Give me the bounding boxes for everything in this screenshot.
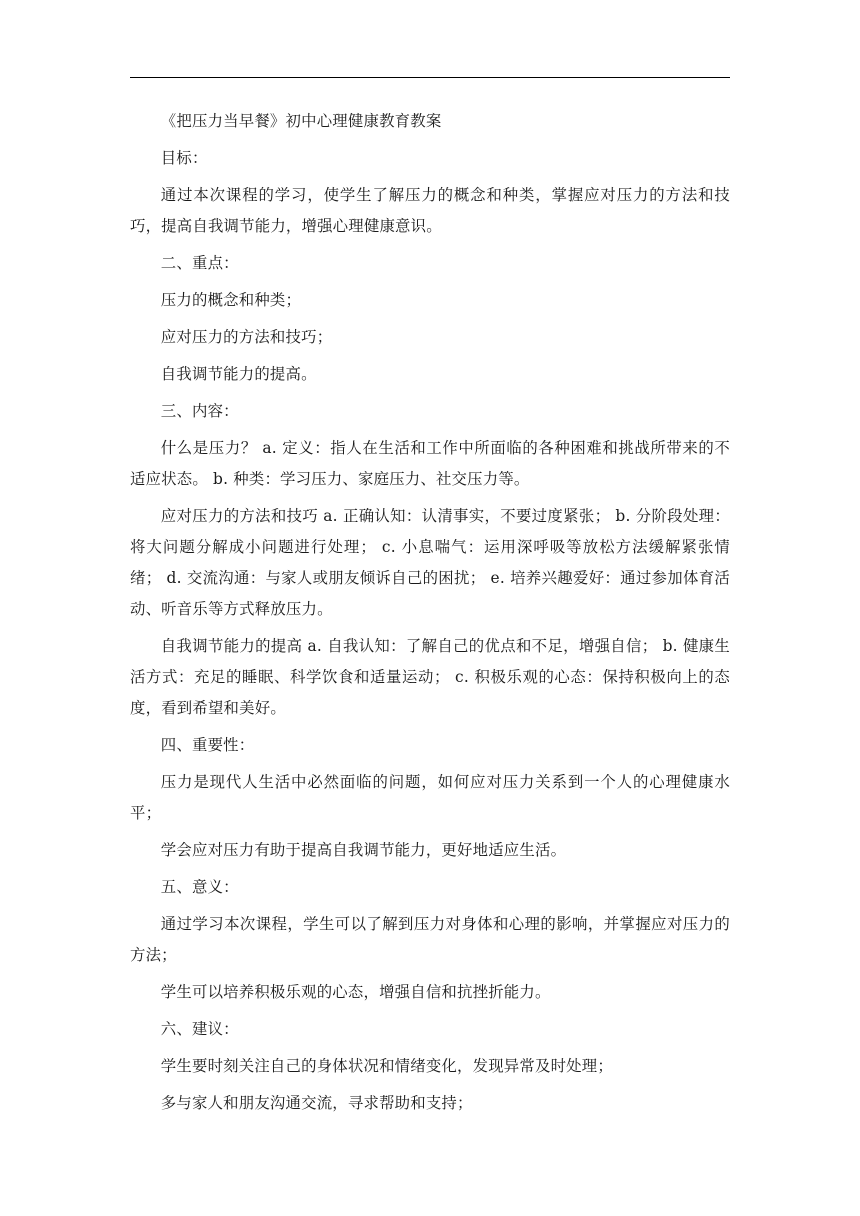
list-item: 学会应对压力有助于提高自我调节能力，更好地适应生活。 [160,841,567,859]
heading-content: 三、内容： [160,402,239,420]
heading-key-points: 二、重点： [160,254,239,272]
heading-significance: 五、意义： [160,878,239,896]
list-item: 压力是现代人生活中必然面临的问题，如何应对压力关系到一个人的心理健康水平； [130,773,730,822]
paragraph-self-regulation: 自我调节能力的提高 a. 自我认知：了解自己的优点和不足，增强自信； b. 健康生活方式：充足的睡眠、科学饮食和适量运动； c. 积极乐观的心态：保持积极向上的态度，看到希望和美好。 [130,637,730,717]
list-item: 多与家人和朋友沟通交流，寻求帮助和支持； [160,1094,473,1112]
paragraph-coping-methods: 应对压力的方法和技巧 a. 正确认知：认清事实，不要过度紧张； b. 分阶段处理：将大问题分解成小问题进行处理； c. 小息喘气：运用深呼吸等放松方法缓解紧张情绪； d. 交流沟通：与家人或朋友倾诉自己的困扰； e. 培养兴趣爱好：通过参加体育活动、听音乐等方式释放压力。 [130,507,730,618]
paragraph-what-is-stress: 什么是压力？ a. 定义：指人在生活和工作中所面临的各种困难和挑战所带来的不适应状态。 b. 种类：学习压力、家庭压力、社交压力等。 [130,439,730,488]
document-title: 《把压力当早餐》初中心理健康教育教案 [160,112,442,130]
list-item: 通过学习本次课程，学生可以了解到压力对身体和心理的影响，并掌握应对压力的方法； [130,915,730,964]
list-item: 学生可以培养积极乐观的心态，增强自信和抗挫折能力。 [160,983,551,1001]
list-item: 压力的概念和种类； [160,291,302,309]
heading-suggestions: 六、建议： [160,1020,239,1038]
list-item: 学生要时刻关注自己的身体状况和情绪变化，发现异常及时处理； [160,1057,613,1075]
heading-importance: 四、重要性： [160,736,255,754]
header-rule [130,77,730,78]
document-body [130,106,730,1119]
list-item: 自我调节能力的提高。 [160,365,317,383]
heading-goal: 目标： [160,149,208,167]
paragraph-goal-text: 通过本次课程的学习，使学生了解压力的概念和种类，掌握应对压力的方法和技巧，提高自我调节能力，增强心理健康意识。 [130,186,730,235]
list-item: 应对压力的方法和技巧； [160,328,333,346]
